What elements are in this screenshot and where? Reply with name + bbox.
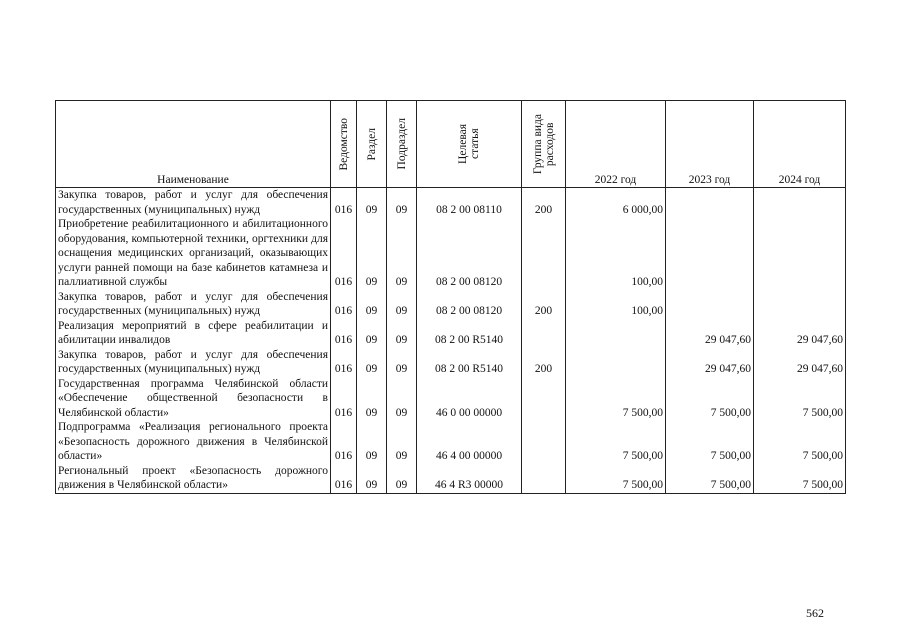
row-2024: 7 500,00	[754, 377, 846, 421]
row-2022: 7 500,00	[566, 377, 666, 421]
row-exp-group: 200	[522, 188, 566, 218]
row-target: 46 0 00 00000	[417, 377, 522, 421]
header-target: Целевая статья	[457, 124, 481, 164]
row-2023: 7 500,00	[666, 377, 754, 421]
header-exp-group: Группа вида расходов	[531, 113, 556, 175]
row-2023: 29 047,60	[666, 319, 754, 348]
row-2023: 29 047,60	[666, 348, 754, 377]
row-2024: 7 500,00	[754, 464, 846, 494]
row-dept: 016	[331, 217, 357, 290]
header-name: Наименование	[56, 101, 331, 188]
row-target: 08 2 00 08120	[417, 217, 522, 290]
row-exp-group	[522, 217, 566, 290]
row-subsection: 09	[387, 217, 417, 290]
budget-table	[55, 100, 846, 494]
row-2022: 7 500,00	[566, 420, 666, 464]
row-exp-group: 200	[522, 348, 566, 377]
row-dept: 016	[331, 188, 357, 218]
row-subsection: 09	[387, 348, 417, 377]
header-2024: 2024 год	[754, 101, 846, 188]
row-target: 46 4 00 00000	[417, 420, 522, 464]
row-2022: 6 000,00	[566, 188, 666, 218]
row-subsection: 09	[387, 290, 417, 319]
row-2024	[754, 217, 846, 290]
row-dept: 016	[331, 420, 357, 464]
table-row	[56, 217, 846, 290]
row-name: Закупка товаров, работ и услуг для обеспечения государственных (муниципальных) нужд	[56, 290, 331, 319]
row-section: 09	[357, 217, 387, 290]
row-subsection: 09	[387, 464, 417, 494]
row-section: 09	[357, 319, 387, 348]
row-2023: 7 500,00	[666, 464, 754, 494]
header-2023: 2023 год	[666, 101, 754, 188]
row-name: Региональный проект «Безопасность дорожного движения в Челябинской области»	[56, 464, 331, 494]
row-section: 09	[357, 464, 387, 494]
row-2022: 100,00	[566, 290, 666, 319]
row-exp-group	[522, 464, 566, 494]
row-section: 09	[357, 290, 387, 319]
row-2022: 7 500,00	[566, 464, 666, 494]
row-dept: 016	[331, 290, 357, 319]
header-2022: 2022 год	[566, 101, 666, 188]
row-name: Закупка товаров, работ и услуг для обеспечения государственных (муниципальных) нужд	[56, 348, 331, 377]
row-subsection: 09	[387, 377, 417, 421]
page-number: 562	[806, 606, 824, 620]
header-dept: Ведомство	[337, 117, 350, 171]
row-2023	[666, 188, 754, 218]
row-target: 08 2 00 08120	[417, 290, 522, 319]
row-2022: 100,00	[566, 217, 666, 290]
table-row	[56, 420, 846, 464]
row-section: 09	[357, 420, 387, 464]
row-target: 08 2 00 R5140	[417, 319, 522, 348]
table-row	[56, 319, 846, 348]
row-name: Закупка товаров, работ и услуг для обеспечения государственных (муниципальных) нужд	[56, 188, 331, 218]
table-row	[56, 348, 846, 377]
row-2024: 29 047,60	[754, 319, 846, 348]
row-name: Приобретение реабилитационного и абилитационного оборудования, компьютерной техники, оргтехники для оснащения медицинских организаций, оказывающих услуги ранней помощи на базе кабинетов катамнеза и паллиативной службы	[56, 217, 331, 290]
row-dept: 016	[331, 319, 357, 348]
row-dept: 016	[331, 464, 357, 494]
row-2022	[566, 348, 666, 377]
row-target: 46 4 R3 00000	[417, 464, 522, 494]
row-dept: 016	[331, 377, 357, 421]
row-2024	[754, 290, 846, 319]
row-2024: 7 500,00	[754, 420, 846, 464]
row-dept: 016	[331, 348, 357, 377]
table-row	[56, 290, 846, 319]
row-2024	[754, 188, 846, 218]
row-2022	[566, 319, 666, 348]
row-exp-group	[522, 319, 566, 348]
table-row	[56, 188, 846, 218]
row-section: 09	[357, 188, 387, 218]
row-section: 09	[357, 348, 387, 377]
row-subsection: 09	[387, 319, 417, 348]
header-subsection: Подраздел	[395, 118, 408, 170]
row-exp-group: 200	[522, 290, 566, 319]
row-subsection: 09	[387, 188, 417, 218]
row-2023: 7 500,00	[666, 420, 754, 464]
row-2023	[666, 290, 754, 319]
table-row	[56, 377, 846, 421]
table-row	[56, 464, 846, 494]
row-section: 09	[357, 377, 387, 421]
row-name: Подпрограмма «Реализация регионального проекта «Безопасность дорожного движения в Челябинской области»	[56, 420, 331, 464]
row-exp-group	[522, 377, 566, 421]
row-2023	[666, 217, 754, 290]
row-name: Государственная программа Челябинской области «Обеспечение общественной безопасности в Челябинской области»	[56, 377, 331, 421]
table-header-row	[56, 101, 846, 188]
row-name: Реализация мероприятий в сфере реабилитации и абилитации инвалидов	[56, 319, 331, 348]
header-section: Раздел	[365, 127, 378, 161]
row-target: 08 2 00 08110	[417, 188, 522, 218]
row-exp-group	[522, 420, 566, 464]
row-subsection: 09	[387, 420, 417, 464]
row-2024: 29 047,60	[754, 348, 846, 377]
row-target: 08 2 00 R5140	[417, 348, 522, 377]
